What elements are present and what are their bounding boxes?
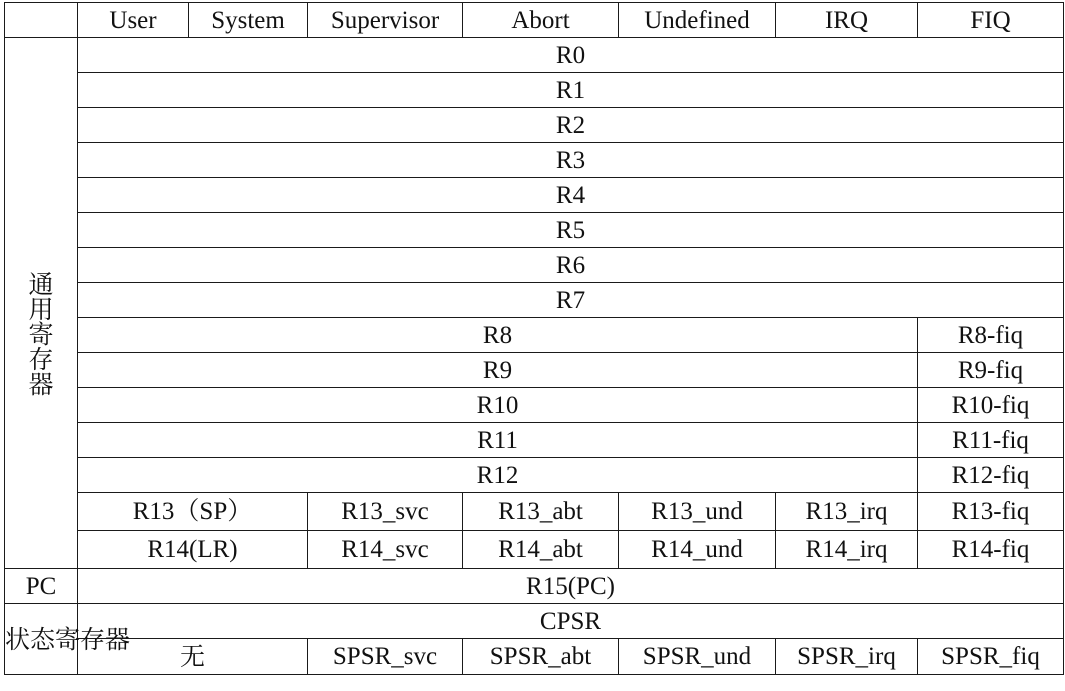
- register-row-r11: [5, 423, 1064, 458]
- register-r13-user-system: R13（SP）: [78, 493, 308, 531]
- mode-header-user: User: [78, 3, 189, 38]
- register-row-r0: [5, 38, 1064, 73]
- register-row-r9: [5, 353, 1064, 388]
- register-r0: R0: [78, 38, 1064, 73]
- register-row-r6: [5, 248, 1064, 283]
- register-row-r4: [5, 178, 1064, 213]
- register-cpsr: CPSR: [78, 604, 1064, 639]
- register-r8-fiq: R8-fiq: [918, 318, 1064, 353]
- register-r3: R3: [78, 143, 1064, 178]
- register-r13-fiq: R13-fiq: [918, 493, 1064, 531]
- register-r11: R11: [78, 423, 918, 458]
- register-r13-abt: R13_abt: [463, 493, 619, 531]
- register-r14-abt: R14_abt: [463, 531, 619, 569]
- register-r8: R8: [78, 318, 918, 353]
- register-r4: R4: [78, 178, 1064, 213]
- corner-cell: [5, 3, 78, 38]
- register-spsr-abt: SPSR_abt: [463, 639, 619, 675]
- register-r11-fiq: R11-fiq: [918, 423, 1064, 458]
- register-row-spsr: [5, 639, 1064, 675]
- register-spsr-und: SPSR_und: [619, 639, 776, 675]
- register-row-cpsr: [5, 604, 1064, 639]
- mode-header-system: System: [189, 3, 308, 38]
- register-row-pc: [5, 569, 1064, 604]
- arm-register-table: [4, 2, 1064, 675]
- register-r7: R7: [78, 283, 1064, 318]
- register-r14-user-system: R14(LR): [78, 531, 308, 569]
- register-r10: R10: [78, 388, 918, 423]
- register-row-r10: [5, 388, 1064, 423]
- register-r14-irq: R14_irq: [776, 531, 918, 569]
- register-r13-und: R13_und: [619, 493, 776, 531]
- register-row-r8: [5, 318, 1064, 353]
- register-r6: R6: [78, 248, 1064, 283]
- register-r13-svc: R13_svc: [308, 493, 463, 531]
- register-r12-fiq: R12-fiq: [918, 458, 1064, 493]
- mode-header-row: [5, 3, 1064, 38]
- register-r14-und: R14_und: [619, 531, 776, 569]
- register-r15-pc: R15(PC): [78, 569, 1064, 604]
- register-row-r3: [5, 143, 1064, 178]
- status-registers-label: 状态寄存器: [5, 604, 78, 675]
- mode-header-irq: IRQ: [776, 3, 918, 38]
- register-r12: R12: [78, 458, 918, 493]
- register-spsr-svc: SPSR_svc: [308, 639, 463, 675]
- register-r13-irq: R13_irq: [776, 493, 918, 531]
- register-spsr-irq: SPSR_irq: [776, 639, 918, 675]
- register-table-wrapper: [4, 2, 1064, 675]
- register-row-r5: [5, 213, 1064, 248]
- register-row-r2: [5, 108, 1064, 143]
- register-r14-fiq: R14-fiq: [918, 531, 1064, 569]
- register-row-r14: [5, 531, 1064, 569]
- register-spsr-fiq: SPSR_fiq: [918, 639, 1064, 675]
- register-r9-fiq: R9-fiq: [918, 353, 1064, 388]
- register-r14-svc: R14_svc: [308, 531, 463, 569]
- mode-header-abort: Abort: [463, 3, 619, 38]
- spsr-none-user-system: 无: [78, 639, 308, 675]
- register-r9: R9: [78, 353, 918, 388]
- register-r5: R5: [78, 213, 1064, 248]
- mode-header-fiq: FIQ: [918, 3, 1064, 38]
- register-row-r12: [5, 458, 1064, 493]
- general-registers-label: 通 用 寄 存 器: [5, 38, 78, 569]
- register-row-r7: [5, 283, 1064, 318]
- pc-label: PC: [5, 569, 78, 604]
- register-r10-fiq: R10-fiq: [918, 388, 1064, 423]
- register-row-r1: [5, 73, 1064, 108]
- register-r2: R2: [78, 108, 1064, 143]
- mode-header-supervisor: Supervisor: [308, 3, 463, 38]
- mode-header-undefined: Undefined: [619, 3, 776, 38]
- register-row-r13: [5, 493, 1064, 531]
- register-r1: R1: [78, 73, 1064, 108]
